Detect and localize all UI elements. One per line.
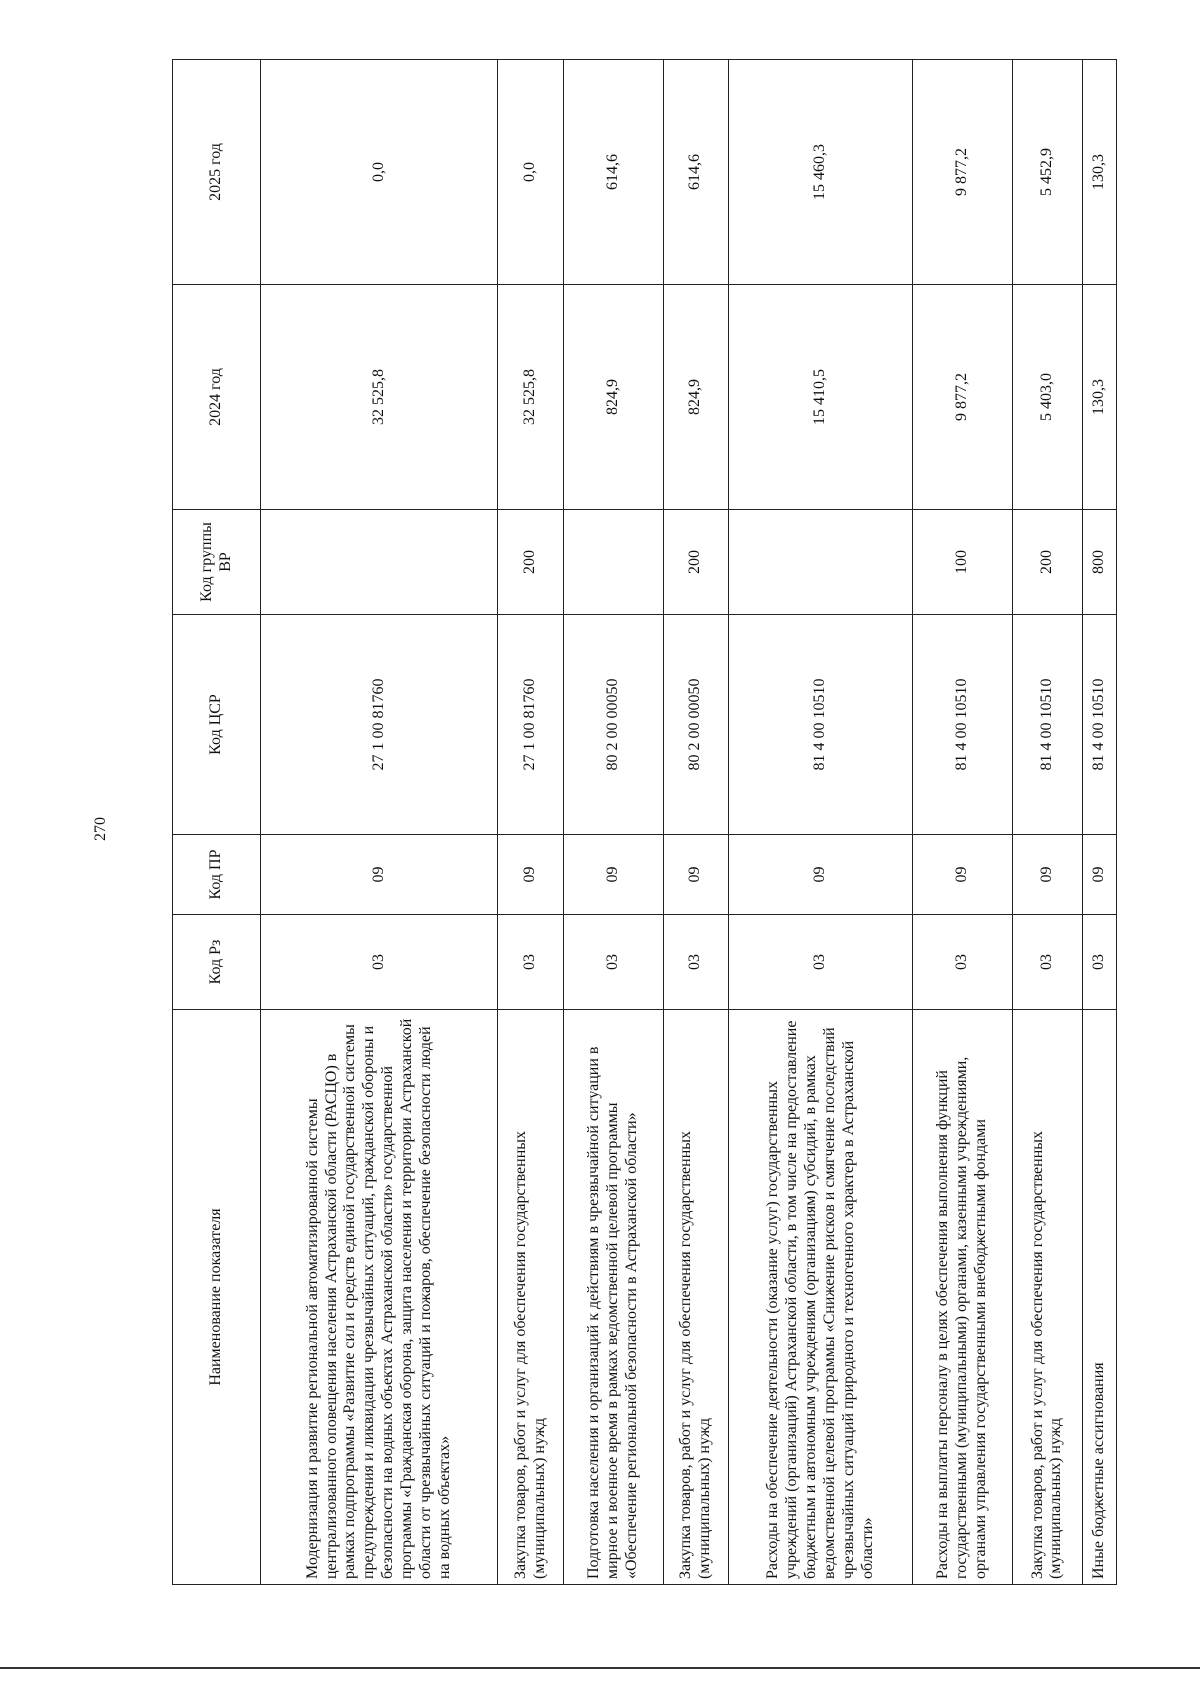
row-csr: 81 4 00 10510 bbox=[729, 615, 913, 835]
row-2025: 614,6 bbox=[663, 60, 729, 285]
table-row bbox=[1083, 60, 1117, 1585]
row-vr: 200 bbox=[1012, 510, 1082, 615]
row-rz: 03 bbox=[913, 915, 1013, 1010]
header-rz: Код Рз bbox=[173, 915, 261, 1010]
row-2024: 824,9 bbox=[564, 285, 664, 510]
row-pr: 09 bbox=[663, 835, 729, 915]
bottom-rule bbox=[0, 1667, 1200, 1669]
row-csr: 27 1 00 81760 bbox=[498, 615, 564, 835]
row-2024: 5 403,0 bbox=[1012, 285, 1082, 510]
row-name: Закупка товаров, работ и услуг для обеспечения государственных (муниципальных) нужд bbox=[663, 1010, 729, 1585]
row-2024: 130,3 bbox=[1083, 285, 1117, 510]
row-name: Расходы на выплаты персоналу в целях обеспечения выполнения функций государственными (муниципальными) органами, казенными учреждениями, органами управления государственными внебюджетными фондами bbox=[913, 1010, 1013, 1585]
row-2024: 15 410,5 bbox=[729, 285, 913, 510]
row-2025: 9 877,2 bbox=[913, 60, 1013, 285]
page-number: 270 bbox=[92, 817, 109, 841]
row-rz: 03 bbox=[1083, 915, 1117, 1010]
budget-table bbox=[172, 59, 1117, 1585]
table-row bbox=[261, 60, 498, 1585]
row-vr: 200 bbox=[498, 510, 564, 615]
row-pr: 09 bbox=[498, 835, 564, 915]
row-rz: 03 bbox=[663, 915, 729, 1010]
row-2025: 5 452,9 bbox=[1012, 60, 1082, 285]
row-2024: 824,9 bbox=[663, 285, 729, 510]
row-name: Модернизация и развитие региональной автоматизированной системы централизованного оповещения населения Астраханской области (РАСЦО) в рамках подпрограммы «Развитие сил и средств единой государственной системы предупреждения и ликвидации чрезвычайных ситуаций, гражданской обороны и безопасности на водных объектах Астраханской области» государственной программы «Гражданская оборона, защита населения и территории Астраханской области от чрезвычайных ситуаций и пожаров, обеспечение безопасности людей на водных объектах» bbox=[261, 1010, 498, 1585]
row-csr: 81 4 00 10510 bbox=[1012, 615, 1082, 835]
row-2025: 15 460,3 bbox=[729, 60, 913, 285]
row-2025: 0,0 bbox=[261, 60, 498, 285]
row-2025: 614,6 bbox=[564, 60, 664, 285]
row-name: Иные бюджетные ассигнования bbox=[1083, 1010, 1117, 1585]
table-header-row bbox=[173, 60, 261, 1585]
row-rz: 03 bbox=[564, 915, 664, 1010]
table-row bbox=[729, 60, 913, 1585]
row-rz: 03 bbox=[729, 915, 913, 1010]
row-vr: 100 bbox=[913, 510, 1013, 615]
table-row bbox=[663, 60, 729, 1585]
row-pr: 09 bbox=[564, 835, 664, 915]
row-2024: 32 525,8 bbox=[498, 285, 564, 510]
header-2025: 2025 год bbox=[173, 60, 261, 285]
row-vr bbox=[564, 510, 664, 615]
header-pr: Код ПР bbox=[173, 835, 261, 915]
row-rz: 03 bbox=[261, 915, 498, 1010]
header-csr: Код ЦСР bbox=[173, 615, 261, 835]
table-row bbox=[498, 60, 564, 1585]
table-row bbox=[913, 60, 1013, 1585]
header-name: Наименование показателя bbox=[173, 1010, 261, 1585]
row-2024: 32 525,8 bbox=[261, 285, 498, 510]
row-name: Закупка товаров, работ и услуг для обеспечения государственных (муниципальных) нужд bbox=[1012, 1010, 1082, 1585]
row-2025: 0,0 bbox=[498, 60, 564, 285]
row-vr bbox=[729, 510, 913, 615]
row-pr: 09 bbox=[729, 835, 913, 915]
header-2024: 2024 год bbox=[173, 285, 261, 510]
row-name: Закупка товаров, работ и услуг для обеспечения государственных (муниципальных) нужд bbox=[498, 1010, 564, 1585]
row-rz: 03 bbox=[1012, 915, 1082, 1010]
table-row bbox=[564, 60, 664, 1585]
row-csr: 27 1 00 81760 bbox=[261, 615, 498, 835]
table-row bbox=[1012, 60, 1082, 1585]
row-pr: 09 bbox=[1012, 835, 1082, 915]
row-csr: 81 4 00 10510 bbox=[1083, 615, 1117, 835]
row-2024: 9 877,2 bbox=[913, 285, 1013, 510]
row-rz: 03 bbox=[498, 915, 564, 1010]
row-pr: 09 bbox=[261, 835, 498, 915]
header-vr: Код группы ВР bbox=[173, 510, 261, 615]
row-vr: 200 bbox=[663, 510, 729, 615]
row-name: Расходы на обеспечение деятельности (оказание услуг) государственных учреждений (организаций) Астраханской области, в том числе на предоставление бюджетным и автономным учреждениям (организациям) субсидий, в рамках ведомственной целевой программы «Снижение рисков и смягчение последствий чрезвычайных ситуаций природного и техногенного характера в Астраханской области» bbox=[729, 1010, 913, 1585]
row-vr bbox=[261, 510, 498, 615]
row-pr: 09 bbox=[913, 835, 1013, 915]
row-csr: 80 2 00 00050 bbox=[564, 615, 664, 835]
budget-table-container bbox=[172, 60, 1117, 1585]
row-csr: 80 2 00 00050 bbox=[663, 615, 729, 835]
row-csr: 81 4 00 10510 bbox=[913, 615, 1013, 835]
row-pr: 09 bbox=[1083, 835, 1117, 915]
row-vr: 800 bbox=[1083, 510, 1117, 615]
row-name: Подготовка населения и организаций к действиям в чрезвычайной ситуации в мирное и военное время в рамках ведомственной целевой программы «Обеспечение региональной безопасности в Астраханской области» bbox=[564, 1010, 664, 1585]
row-2025: 130,3 bbox=[1083, 60, 1117, 285]
